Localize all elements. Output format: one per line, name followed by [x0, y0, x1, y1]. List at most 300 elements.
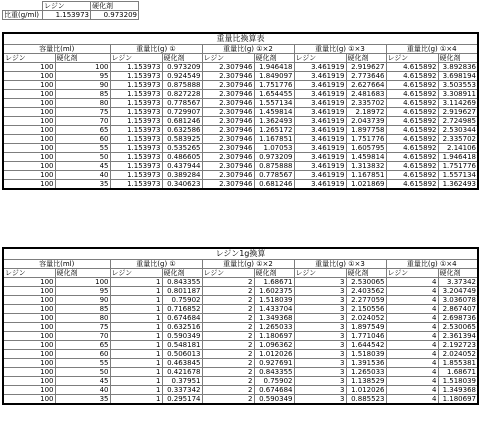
resin-1g-cell[interactable]: 3	[294, 278, 346, 287]
weight-ratio-sub-header[interactable]: 硬化剤	[254, 54, 294, 63]
weight-ratio-cell[interactable]: 2.14106	[438, 144, 478, 153]
resin-1g-cell[interactable]: 1.349368	[254, 314, 294, 323]
weight-ratio-cell[interactable]: 1.897758	[346, 126, 386, 135]
weight-ratio-cell[interactable]: 2.335702	[346, 99, 386, 108]
weight-ratio-sub-header[interactable]: レジン	[110, 54, 162, 63]
resin-1g-cell[interactable]: 3	[294, 305, 346, 314]
weight-ratio-cell[interactable]: 2.724985	[438, 117, 478, 126]
weight-ratio-cell[interactable]: 1.946418	[438, 153, 478, 162]
weight-ratio-cell[interactable]: 1.459814	[254, 108, 294, 117]
resin-1g-cell[interactable]: 0.295174	[162, 395, 202, 405]
weight-ratio-cell[interactable]: 100	[3, 135, 55, 144]
resin-1g-cell[interactable]: 40	[55, 386, 110, 395]
resin-1g-cell[interactable]: 2.867407	[438, 305, 478, 314]
resin-1g-group-header[interactable]: 容量比(ml)	[3, 260, 110, 269]
weight-ratio-sub-header[interactable]: 硬化剤	[162, 54, 202, 63]
weight-ratio-cell[interactable]: 45	[55, 162, 110, 171]
resin-1g-cell[interactable]: 0.674684	[162, 314, 202, 323]
weight-ratio-cell[interactable]: 0.973209	[162, 63, 202, 72]
resin-1g-cell[interactable]: 4	[386, 341, 438, 350]
weight-ratio-cell[interactable]: 2.307946	[202, 144, 254, 153]
blank-cell[interactable]	[3, 2, 43, 11]
resin-1g-sub-header[interactable]: 硬化剤	[55, 269, 110, 278]
weight-ratio-cell[interactable]: 3.698194	[438, 72, 478, 81]
resin-1g-cell[interactable]: 2	[202, 386, 254, 395]
weight-ratio-cell[interactable]: 1.849097	[254, 72, 294, 81]
resin-1g-cell[interactable]: 0.463845	[162, 359, 202, 368]
weight-ratio-cell[interactable]: 1.07053	[254, 144, 294, 153]
weight-ratio-cell[interactable]: 1.265172	[254, 126, 294, 135]
resin-1g-cell[interactable]: 0.590349	[162, 332, 202, 341]
weight-ratio-cell[interactable]: 1.021869	[346, 180, 386, 190]
weight-ratio-cell[interactable]: 0.681246	[254, 180, 294, 190]
resin-1g-cell[interactable]: 3	[294, 296, 346, 305]
resin-1g-group-header[interactable]: 重量比(g) ①	[110, 260, 202, 269]
resin-1g-cell[interactable]: 4	[386, 395, 438, 405]
resin-1g-cell[interactable]: 3.036078	[438, 296, 478, 305]
resin-1g-cell[interactable]: 1	[110, 287, 162, 296]
resin-1g-title[interactable]: レジン1g換算	[3, 248, 478, 260]
resin-1g-cell[interactable]: 1.138529	[346, 377, 386, 386]
weight-ratio-cell[interactable]: 3.461919	[294, 108, 346, 117]
weight-ratio-sub-header[interactable]: レジン	[202, 54, 254, 63]
resin-1g-cell[interactable]: 0.337342	[162, 386, 202, 395]
resin-1g-cell[interactable]: 3	[294, 359, 346, 368]
weight-ratio-group-header[interactable]: 容量比(ml)	[3, 45, 110, 54]
weight-ratio-cell[interactable]: 4.615892	[386, 90, 438, 99]
weight-ratio-cell[interactable]: 1.153973	[110, 90, 162, 99]
weight-ratio-cell[interactable]: 3.114269	[438, 99, 478, 108]
resin-1g-cell[interactable]: 3.37342	[438, 278, 478, 287]
resin-1g-cell[interactable]: 2	[202, 341, 254, 350]
resin-1g-cell[interactable]: 3	[294, 314, 346, 323]
resin-1g-cell[interactable]: 2	[202, 287, 254, 296]
weight-ratio-group-header[interactable]: 重量比(g) ①×2	[202, 45, 294, 54]
weight-ratio-cell[interactable]: 1.946418	[254, 63, 294, 72]
weight-ratio-cell[interactable]: 2.307946	[202, 81, 254, 90]
resin-1g-cell[interactable]: 50	[55, 368, 110, 377]
resin-1g-cell[interactable]: 100	[3, 350, 55, 359]
resin-1g-cell[interactable]: 2	[202, 296, 254, 305]
resin-1g-cell[interactable]: 0.716852	[162, 305, 202, 314]
weight-ratio-cell[interactable]: 0.973209	[254, 153, 294, 162]
resin-1g-cell[interactable]: 90	[55, 296, 110, 305]
weight-ratio-cell[interactable]: 100	[3, 144, 55, 153]
weight-ratio-cell[interactable]: 2.627664	[346, 81, 386, 90]
resin-1g-cell[interactable]: 1	[110, 359, 162, 368]
weight-ratio-cell[interactable]: 2.307946	[202, 63, 254, 72]
weight-ratio-cell[interactable]: 0.875888	[254, 162, 294, 171]
weight-ratio-sub-header[interactable]: 硬化剤	[346, 54, 386, 63]
weight-ratio-cell[interactable]: 35	[55, 180, 110, 190]
weight-ratio-cell[interactable]: 1.153973	[110, 72, 162, 81]
resin-1g-cell[interactable]: 4	[386, 314, 438, 323]
resin-1g-cell[interactable]: 1	[110, 296, 162, 305]
weight-ratio-cell[interactable]: 70	[55, 117, 110, 126]
resin-1g-cell[interactable]: 2	[202, 377, 254, 386]
resin-1g-cell[interactable]: 2	[202, 359, 254, 368]
resin-1g-cell[interactable]: 0.421678	[162, 368, 202, 377]
resin-1g-group-header[interactable]: 重量比(g) ①×4	[386, 260, 478, 269]
resin-1g-cell[interactable]: 1.012026	[346, 386, 386, 395]
resin-1g-cell[interactable]: 2.361394	[438, 332, 478, 341]
resin-1g-cell[interactable]: 4	[386, 332, 438, 341]
weight-ratio-cell[interactable]: 85	[55, 90, 110, 99]
resin-1g-sub-header[interactable]: 硬化剤	[254, 269, 294, 278]
weight-ratio-cell[interactable]: 3.461919	[294, 135, 346, 144]
weight-ratio-sub-header[interactable]: 硬化剤	[438, 54, 478, 63]
weight-ratio-cell[interactable]: 3.461919	[294, 72, 346, 81]
weight-ratio-cell[interactable]: 60	[55, 135, 110, 144]
weight-ratio-cell[interactable]: 55	[55, 144, 110, 153]
resin-1g-cell[interactable]: 2.150556	[346, 305, 386, 314]
weight-ratio-cell[interactable]: 0.778567	[254, 171, 294, 180]
weight-ratio-cell[interactable]: 40	[55, 171, 110, 180]
weight-ratio-cell[interactable]: 1.153973	[110, 171, 162, 180]
resin-1g-cell[interactable]: 100	[3, 386, 55, 395]
weight-ratio-cell[interactable]: 4.615892	[386, 126, 438, 135]
weight-ratio-cell[interactable]: 100	[3, 171, 55, 180]
resin-1g-cell[interactable]: 100	[55, 278, 110, 287]
resin-1g-sub-header[interactable]: レジン	[386, 269, 438, 278]
resin-1g-cell[interactable]: 0.632516	[162, 323, 202, 332]
weight-ratio-cell[interactable]: 1.153973	[110, 81, 162, 90]
resin-1g-cell[interactable]: 2	[202, 305, 254, 314]
resin-1g-cell[interactable]: 100	[3, 296, 55, 305]
weight-ratio-cell[interactable]: 4.615892	[386, 99, 438, 108]
weight-ratio-cell[interactable]: 3.461919	[294, 99, 346, 108]
weight-ratio-cell[interactable]: 2.307946	[202, 117, 254, 126]
resin-1g-cell[interactable]: 1	[110, 395, 162, 405]
weight-ratio-cell[interactable]: 2.307946	[202, 171, 254, 180]
resin-1g-cell[interactable]: 4	[386, 377, 438, 386]
resin-1g-cell[interactable]: 100	[3, 341, 55, 350]
resin-1g-cell[interactable]: 3.204749	[438, 287, 478, 296]
weight-ratio-cell[interactable]: 1.153973	[110, 144, 162, 153]
weight-ratio-cell[interactable]: 1.459814	[346, 153, 386, 162]
weight-ratio-cell[interactable]: 3.461919	[294, 81, 346, 90]
resin-1g-cell[interactable]: 1	[110, 368, 162, 377]
resin-1g-cell[interactable]: 4	[386, 323, 438, 332]
weight-ratio-cell[interactable]: 2.307946	[202, 99, 254, 108]
resin-1g-cell[interactable]: 0.506013	[162, 350, 202, 359]
resin-1g-cell[interactable]: 0.75902	[254, 377, 294, 386]
resin-1g-cell[interactable]: 1.518039	[254, 296, 294, 305]
weight-ratio-cell[interactable]: 3.503553	[438, 81, 478, 90]
resin-header[interactable]: レジン	[43, 2, 91, 11]
resin-1g-cell[interactable]: 0.885523	[346, 395, 386, 405]
weight-ratio-cell[interactable]: 4.615892	[386, 135, 438, 144]
resin-1g-cell[interactable]: 100	[3, 305, 55, 314]
specific-gravity-label[interactable]: 比重(g/ml)	[3, 11, 43, 20]
weight-ratio-cell[interactable]: 4.615892	[386, 72, 438, 81]
resin-1g-sub-header[interactable]: レジン	[202, 269, 254, 278]
resin-1g-cell[interactable]: 4	[386, 287, 438, 296]
resin-1g-cell[interactable]: 2	[202, 314, 254, 323]
weight-ratio-cell[interactable]: 4.615892	[386, 108, 438, 117]
resin-1g-cell[interactable]: 1.391536	[346, 359, 386, 368]
weight-ratio-cell[interactable]: 0.583925	[162, 135, 202, 144]
weight-ratio-cell[interactable]: 1.313832	[346, 162, 386, 171]
resin-1g-cell[interactable]: 1.771046	[346, 332, 386, 341]
weight-ratio-cell[interactable]: 0.924549	[162, 72, 202, 81]
weight-ratio-cell[interactable]: 1.751776	[438, 162, 478, 171]
resin-1g-cell[interactable]: 1	[110, 386, 162, 395]
weight-ratio-group-header[interactable]: 重量比(g) ①×4	[386, 45, 478, 54]
resin-1g-cell[interactable]: 0.674684	[254, 386, 294, 395]
resin-1g-cell[interactable]: 1.433704	[254, 305, 294, 314]
resin-1g-cell[interactable]: 2	[202, 368, 254, 377]
weight-ratio-cell[interactable]: 4.615892	[386, 117, 438, 126]
weight-ratio-cell[interactable]: 2.307946	[202, 90, 254, 99]
resin-1g-cell[interactable]: 95	[55, 287, 110, 296]
weight-ratio-cell[interactable]: 2.530344	[438, 126, 478, 135]
weight-ratio-cell[interactable]: 4.615892	[386, 171, 438, 180]
resin-1g-cell[interactable]: 70	[55, 332, 110, 341]
resin-1g-cell[interactable]: 1	[110, 314, 162, 323]
resin-1g-cell[interactable]: 85	[55, 305, 110, 314]
resin-1g-cell[interactable]: 1.644542	[346, 341, 386, 350]
resin-1g-cell[interactable]: 2	[202, 332, 254, 341]
resin-1g-cell[interactable]: 100	[3, 395, 55, 405]
weight-ratio-cell[interactable]: 1.557134	[438, 171, 478, 180]
weight-ratio-cell[interactable]: 95	[55, 72, 110, 81]
weight-ratio-cell[interactable]: 1.153973	[110, 117, 162, 126]
weight-ratio-cell[interactable]: 100	[3, 117, 55, 126]
weight-ratio-cell[interactable]: 2.307946	[202, 162, 254, 171]
resin-1g-cell[interactable]: 100	[3, 377, 55, 386]
weight-ratio-cell[interactable]: 50	[55, 153, 110, 162]
weight-ratio-cell[interactable]: 3.461919	[294, 117, 346, 126]
resin-gravity-value[interactable]: 1.153973	[43, 11, 91, 20]
weight-ratio-cell[interactable]: 0.778567	[162, 99, 202, 108]
weight-ratio-cell[interactable]: 2.307946	[202, 108, 254, 117]
weight-ratio-cell[interactable]: 3.461919	[294, 180, 346, 190]
resin-1g-cell[interactable]: 2.024052	[438, 350, 478, 359]
weight-ratio-cell[interactable]: 1.153973	[110, 126, 162, 135]
weight-ratio-cell[interactable]: 3.461919	[294, 144, 346, 153]
resin-1g-cell[interactable]: 0.801187	[162, 287, 202, 296]
resin-1g-sub-header[interactable]: レジン	[3, 269, 55, 278]
resin-1g-cell[interactable]: 0.37951	[162, 377, 202, 386]
weight-ratio-cell[interactable]: 1.153973	[110, 162, 162, 171]
resin-1g-cell[interactable]: 1.349368	[438, 386, 478, 395]
resin-1g-cell[interactable]: 3	[294, 323, 346, 332]
weight-ratio-cell[interactable]: 2.307946	[202, 153, 254, 162]
weight-ratio-cell[interactable]: 100	[3, 108, 55, 117]
resin-1g-cell[interactable]: 1	[110, 341, 162, 350]
resin-1g-cell[interactable]: 4	[386, 278, 438, 287]
resin-1g-cell[interactable]: 3	[294, 332, 346, 341]
resin-1g-cell[interactable]: 100	[3, 278, 55, 287]
weight-ratio-cell[interactable]: 0.486605	[162, 153, 202, 162]
resin-1g-group-header[interactable]: 重量比(g) ①×3	[294, 260, 386, 269]
weight-ratio-cell[interactable]: 1.153973	[110, 180, 162, 190]
resin-1g-cell[interactable]: 2.403562	[346, 287, 386, 296]
resin-1g-cell[interactable]: 1.012026	[254, 350, 294, 359]
resin-1g-cell[interactable]: 2	[202, 395, 254, 405]
weight-ratio-cell[interactable]: 2.307946	[202, 126, 254, 135]
weight-ratio-title[interactable]: 重量比換算表	[3, 33, 478, 45]
resin-1g-cell[interactable]: 100	[3, 323, 55, 332]
resin-1g-sub-header[interactable]: 硬化剤	[162, 269, 202, 278]
resin-1g-cell[interactable]: 2	[202, 323, 254, 332]
resin-1g-sub-header[interactable]: 硬化剤	[438, 269, 478, 278]
weight-ratio-cell[interactable]: 2.307946	[202, 135, 254, 144]
resin-1g-cell[interactable]: 2.530065	[438, 323, 478, 332]
weight-ratio-cell[interactable]: 4.615892	[386, 81, 438, 90]
weight-ratio-cell[interactable]: 2.307946	[202, 180, 254, 190]
resin-1g-cell[interactable]: 45	[55, 377, 110, 386]
weight-ratio-cell[interactable]: 2.919627	[346, 63, 386, 72]
resin-1g-cell[interactable]: 100	[3, 314, 55, 323]
weight-ratio-cell[interactable]: 2.773646	[346, 72, 386, 81]
resin-1g-cell[interactable]: 0.75902	[162, 296, 202, 305]
resin-1g-cell[interactable]: 4	[386, 296, 438, 305]
resin-1g-cell[interactable]: 4	[386, 359, 438, 368]
resin-1g-cell[interactable]: 1.180697	[254, 332, 294, 341]
weight-ratio-cell[interactable]: 2.043739	[346, 117, 386, 126]
weight-ratio-cell[interactable]: 4.615892	[386, 153, 438, 162]
weight-ratio-cell[interactable]: 0.632586	[162, 126, 202, 135]
weight-ratio-cell[interactable]: 100	[3, 63, 55, 72]
resin-1g-cell[interactable]: 1.265033	[346, 368, 386, 377]
resin-1g-cell[interactable]: 1	[110, 377, 162, 386]
weight-ratio-cell[interactable]: 1.153973	[110, 63, 162, 72]
resin-1g-cell[interactable]: 1.68671	[254, 278, 294, 287]
weight-ratio-cell[interactable]: 2.919627	[438, 108, 478, 117]
resin-1g-cell[interactable]: 2.277059	[346, 296, 386, 305]
weight-ratio-cell[interactable]: 1.751776	[346, 135, 386, 144]
weight-ratio-cell[interactable]: 3.892836	[438, 63, 478, 72]
resin-1g-cell[interactable]: 0.548181	[162, 341, 202, 350]
weight-ratio-cell[interactable]: 100	[55, 63, 110, 72]
resin-1g-cell[interactable]: 1.68671	[438, 368, 478, 377]
resin-1g-cell[interactable]: 4	[386, 350, 438, 359]
resin-1g-cell[interactable]: 1.518039	[346, 350, 386, 359]
weight-ratio-cell[interactable]: 1.654455	[254, 90, 294, 99]
weight-ratio-cell[interactable]: 0.875888	[162, 81, 202, 90]
weight-ratio-cell[interactable]: 1.362493	[254, 117, 294, 126]
resin-1g-cell[interactable]: 1	[110, 332, 162, 341]
resin-1g-cell[interactable]: 65	[55, 341, 110, 350]
resin-1g-cell[interactable]: 1	[110, 278, 162, 287]
weight-ratio-cell[interactable]: 100	[3, 162, 55, 171]
resin-1g-sub-header[interactable]: レジン	[110, 269, 162, 278]
weight-ratio-cell[interactable]: 2.481683	[346, 90, 386, 99]
weight-ratio-cell[interactable]: 100	[3, 72, 55, 81]
weight-ratio-cell[interactable]: 0.827228	[162, 90, 202, 99]
weight-ratio-group-header[interactable]: 重量比(g) ①×3	[294, 45, 386, 54]
resin-1g-cell[interactable]: 2.530065	[346, 278, 386, 287]
resin-1g-sub-header[interactable]: レジン	[294, 269, 346, 278]
resin-1g-cell[interactable]: 2	[202, 350, 254, 359]
resin-1g-cell[interactable]: 100	[3, 332, 55, 341]
resin-1g-cell[interactable]: 100	[3, 368, 55, 377]
weight-ratio-group-header[interactable]: 重量比(g) ①	[110, 45, 202, 54]
weight-ratio-cell[interactable]: 100	[3, 99, 55, 108]
weight-ratio-cell[interactable]: 100	[3, 180, 55, 190]
resin-1g-cell[interactable]: 1.855381	[438, 359, 478, 368]
resin-1g-cell[interactable]: 2.024052	[346, 314, 386, 323]
resin-1g-cell[interactable]: 1.897549	[346, 323, 386, 332]
weight-ratio-cell[interactable]: 0.389284	[162, 171, 202, 180]
weight-ratio-cell[interactable]: 65	[55, 126, 110, 135]
resin-1g-cell[interactable]: 3	[294, 341, 346, 350]
weight-ratio-cell[interactable]: 3.461919	[294, 126, 346, 135]
weight-ratio-cell[interactable]: 100	[3, 153, 55, 162]
resin-1g-cell[interactable]: 0.590349	[254, 395, 294, 405]
weight-ratio-cell[interactable]: 100	[3, 90, 55, 99]
resin-1g-cell[interactable]: 100	[3, 287, 55, 296]
resin-1g-cell[interactable]: 1.096362	[254, 341, 294, 350]
resin-1g-cell[interactable]: 3	[294, 386, 346, 395]
weight-ratio-cell[interactable]: 3.461919	[294, 63, 346, 72]
resin-1g-cell[interactable]: 1.180697	[438, 395, 478, 405]
weight-ratio-cell[interactable]: 1.751776	[254, 81, 294, 90]
resin-1g-cell[interactable]: 1.265033	[254, 323, 294, 332]
resin-1g-cell[interactable]: 1	[110, 305, 162, 314]
resin-1g-cell[interactable]: 3	[294, 368, 346, 377]
resin-1g-cell[interactable]: 0.927691	[254, 359, 294, 368]
resin-1g-cell[interactable]: 35	[55, 395, 110, 405]
resin-1g-cell[interactable]: 4	[386, 305, 438, 314]
resin-1g-cell[interactable]: 2.698736	[438, 314, 478, 323]
weight-ratio-cell[interactable]: 0.681246	[162, 117, 202, 126]
weight-ratio-sub-header[interactable]: レジン	[3, 54, 55, 63]
resin-1g-group-header[interactable]: 重量比(g) ①×2	[202, 260, 294, 269]
weight-ratio-cell[interactable]: 100	[3, 81, 55, 90]
weight-ratio-cell[interactable]: 2.18972	[346, 108, 386, 117]
weight-ratio-cell[interactable]: 0.535265	[162, 144, 202, 153]
weight-ratio-cell[interactable]: 100	[3, 126, 55, 135]
weight-ratio-cell[interactable]: 4.615892	[386, 63, 438, 72]
resin-1g-cell[interactable]: 75	[55, 323, 110, 332]
resin-1g-cell[interactable]: 1.602375	[254, 287, 294, 296]
resin-1g-cell[interactable]: 3	[294, 350, 346, 359]
hardener-header[interactable]: 硬化剤	[91, 2, 139, 11]
resin-1g-cell[interactable]: 1.518039	[438, 377, 478, 386]
resin-1g-cell[interactable]: 2.192723	[438, 341, 478, 350]
weight-ratio-cell[interactable]: 0.340623	[162, 180, 202, 190]
resin-1g-cell[interactable]: 0.843355	[162, 278, 202, 287]
resin-1g-cell[interactable]: 0.843355	[254, 368, 294, 377]
resin-1g-cell[interactable]: 55	[55, 359, 110, 368]
hardener-gravity-value[interactable]: 0.973209	[91, 11, 139, 20]
weight-ratio-sub-header[interactable]: 硬化剤	[55, 54, 110, 63]
resin-1g-sub-header[interactable]: 硬化剤	[346, 269, 386, 278]
weight-ratio-cell[interactable]: 1.153973	[110, 135, 162, 144]
resin-1g-cell[interactable]: 80	[55, 314, 110, 323]
weight-ratio-cell[interactable]: 1.167851	[346, 171, 386, 180]
resin-1g-cell[interactable]: 1	[110, 323, 162, 332]
weight-ratio-cell[interactable]: 1.557134	[254, 99, 294, 108]
resin-1g-cell[interactable]: 1	[110, 350, 162, 359]
weight-ratio-cell[interactable]: 4.615892	[386, 180, 438, 190]
weight-ratio-sub-header[interactable]: レジン	[294, 54, 346, 63]
weight-ratio-cell[interactable]: 1.153973	[110, 108, 162, 117]
weight-ratio-cell[interactable]: 4.615892	[386, 162, 438, 171]
resin-1g-cell[interactable]: 100	[3, 359, 55, 368]
weight-ratio-cell[interactable]: 3.461919	[294, 171, 346, 180]
resin-1g-cell[interactable]: 2	[202, 278, 254, 287]
weight-ratio-cell[interactable]: 2.307946	[202, 72, 254, 81]
weight-ratio-sub-header[interactable]: レジン	[386, 54, 438, 63]
resin-1g-cell[interactable]: 4	[386, 386, 438, 395]
weight-ratio-cell[interactable]: 2.335702	[438, 135, 478, 144]
weight-ratio-cell[interactable]: 0.729907	[162, 108, 202, 117]
weight-ratio-cell[interactable]: 1.605795	[346, 144, 386, 153]
